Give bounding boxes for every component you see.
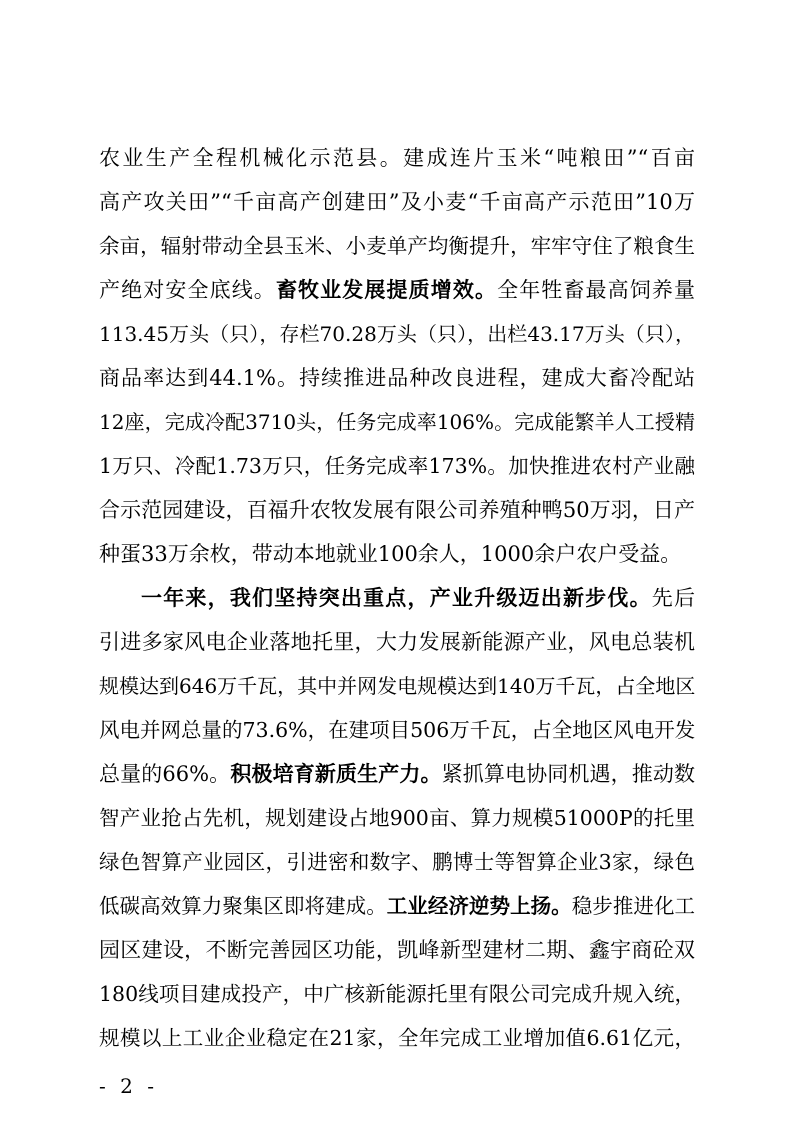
text-line: 商品率达到44.1%。持续推进品种改良进程，建成大畜冷配站	[99, 366, 695, 390]
text-line: 种蛋33万余枚，带动本地就业100余人，1000余户农户受益。	[99, 542, 682, 566]
bold-heading: 一年来，我们坚持突出重点，产业升级迈出新步伐。	[141, 585, 652, 610]
text-line: 180线项目建成投产，中广核新能源托里有限公司完成升规入统，	[99, 982, 695, 1006]
text-line: 智产业抢占先机，规划建设占地900亩、算力规模51000P的托里	[99, 806, 695, 830]
paragraph-first-line: 一年来，我们坚持突出重点，产业升级迈出新步伐。先后	[141, 585, 696, 610]
bold-heading: 积极培育新质生产力。	[230, 761, 442, 786]
bold-heading: 工业经济逆势上扬。	[386, 894, 572, 918]
text-line: 1万只、冷配1.73万只，任务完成率173%。加快推进农村产业融	[99, 454, 695, 478]
text-line: 113.45万头（只），存栏70.28万头（只），出栏43.17万头（只），	[99, 322, 695, 346]
page-number: - 2 -	[99, 1074, 158, 1098]
bold-heading: 畜牧业发展提质增效。	[275, 277, 498, 302]
text-line: 12座，完成冷配3710头，任务完成率106%。完成能繁羊人工授精	[99, 410, 695, 434]
text-line: 规模达到646万千瓦，其中并网发电规模达到140万千瓦，占全地区	[99, 674, 696, 698]
text-line: 低碳高效算力聚集区即将建成。工业经济逆势上扬。稳步推进化工	[99, 894, 696, 918]
text-line: 高产攻关田”“千亩高产创建田”及小麦“千亩高产示范田”10万	[99, 190, 695, 214]
text-line: 产绝对安全底线。畜牧业发展提质增效。全年牲畜最高饲养量	[99, 277, 696, 302]
text-line: 总量的66%。积极培育新质生产力。紧抓算电协同机遇，推动数	[99, 761, 695, 786]
text-line: 农业生产全程机械化示范县。建成连片玉米“吨粮田”“百亩	[99, 146, 695, 170]
text-line: 风电并网总量的73.6%，在建项目506万千瓦，占全地区风电开发	[99, 718, 696, 742]
text-line: 引进多家风电企业落地托里，大力发展新能源产业，风电总装机	[99, 630, 695, 654]
text-line: 园区建设，不断完善园区功能，凯峰新型建材二期、鑫宇商砼双	[99, 938, 695, 962]
text-line: 余亩，辐射带动全县玉米、小麦单产均衡提升，牢牢守住了粮食生	[99, 234, 695, 258]
text-line: 合示范园建设，百福升农牧发展有限公司养殖种鸭50万羽，日产	[99, 498, 695, 522]
text-line: 绿色智算产业园区，引进密和数字、鹏博士等智算企业3家，绿色	[99, 850, 695, 874]
text-line: 规模以上工业企业稳定在21家，全年完成工业增加值6.61亿元，	[99, 1026, 695, 1050]
